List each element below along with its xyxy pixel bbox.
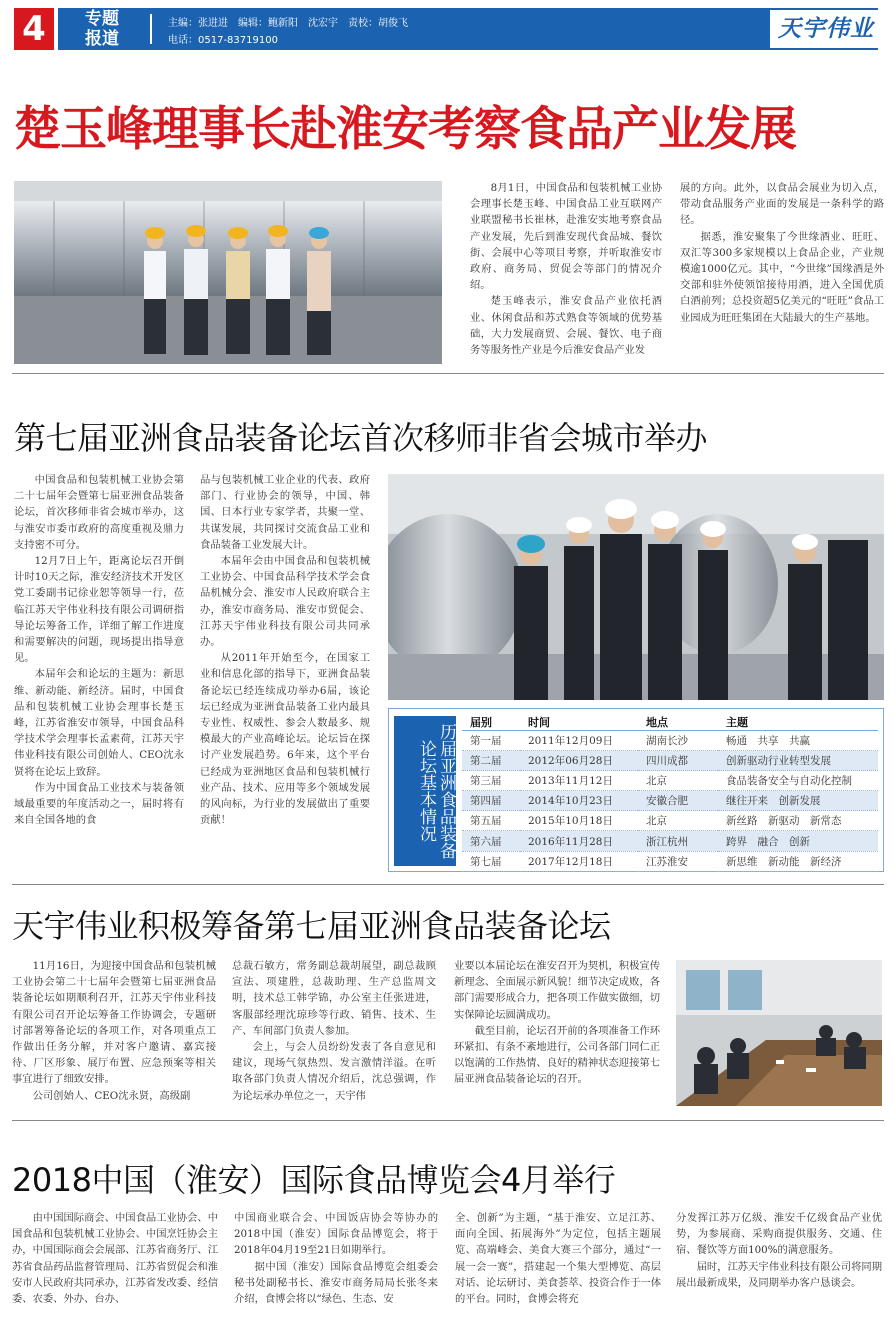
table-cell: 创新驱动行业转型发展 (718, 751, 878, 771)
table-cell: 新丝路 新驱动 新常态 (718, 811, 878, 831)
table-cell: 第四届 (462, 791, 520, 811)
table-cell: 畅通 共享 共赢 (718, 731, 878, 751)
article2-photo (388, 474, 884, 700)
table-cell: 2011年12月09日 (520, 731, 638, 751)
paragraph: 届时，江苏天宇伟业科技有限公司将同期展出最新成果，及同期举办客户恳谈会。 (676, 1260, 882, 1289)
table-cell: 第六届 (462, 831, 520, 851)
table-cell: 继往开来 创新发展 (718, 791, 878, 811)
section-label-line: 报道 (85, 29, 119, 49)
article2-column-1 (14, 472, 184, 872)
section-label (62, 9, 142, 49)
article2-column-2 (200, 472, 370, 872)
article1-column-2 (680, 180, 884, 362)
paragraph: 会上，与会人员纷纷发表了各自意见和建议，现场气氛热烈、发言激情洋溢。在听取各部门负责人情况介绍后，沈总强调，作为论坛承办单位之一，天宇伟 (232, 1041, 436, 1102)
table-cell: 2017年12月18日 (520, 851, 638, 871)
article4-column-2 (234, 1210, 438, 1322)
table-row (462, 751, 878, 771)
table-cell: 江苏淮安 (638, 851, 718, 871)
table-header-row (462, 714, 878, 731)
article3-photo (676, 960, 882, 1106)
table-cell: 2016年11月28日 (520, 831, 638, 851)
table-cell: 食品装备安全与自动化控制 (718, 771, 878, 791)
forum-history-table (462, 714, 878, 872)
paragraph: 本届年会和论坛的主题为：新思维、新动能、新经济。届时，中国食品和包装机械工业协会理事长楚玉峰，江苏省淮安市领导，中国食品科学技术学会理事长孟素荷，江苏天宇伟业科技有限公司创始人、CEO沈永贤将在论坛上致辞。 (14, 668, 184, 778)
brand-logo: 天宇伟业 (770, 10, 882, 48)
section-divider (12, 1120, 884, 1121)
table-cell: 2015年10月18日 (520, 811, 638, 831)
table-cell: 北京 (638, 771, 718, 791)
article4-column-1 (12, 1210, 218, 1322)
article4-headline: 2018中国（淮安）国际食品博览会4月举行 (12, 1161, 616, 1199)
table-cell: 2012年06月28日 (520, 751, 638, 771)
article3-column-3 (454, 958, 660, 1108)
paragraph: 公司创始人、CEO沈永贤，高级副 (32, 1089, 191, 1102)
paragraph: 业要以本届论坛在淮安召开为契机，积极宣传新理念、全面展示新风貌！细节决定成败，各部门需要形成合力，把各项工作做实做细，切实保障论坛圆满成功。 (454, 960, 660, 1021)
article1-column-1 (470, 180, 662, 362)
paragraph: 由中国国际商会、中国食品工业协会、中国食品和包装机械工业协会、中国烹饪协会主办，中国国际商会会展部、江苏省商务厅、江苏省食品药品监督管理局、江苏省贸促会和淮安市人民政府共同承办，江苏省发改委、经信委、农委、外办、台办、 (12, 1212, 218, 1306)
article1-photo (14, 181, 442, 364)
paragraph: 全、创新”为主题，“基于淮安、立足江苏、面向全国、拓展海外”为定位，包括主题展览、高端峰会、美食大赛三个部分，通过“一展一会一赛”，搭建起一个集大型博览、高层对话、论坛研讨、美食荟萃、投资合作于一体的平台。同时，食博会将充 (455, 1212, 661, 1306)
column-header: 时间 (520, 714, 638, 731)
section-divider (12, 373, 884, 374)
paragraph: 中国商业联合会、中国饭店协会等协办的2018中国（淮安）国际食品博览会，将于2018年04月19至21日如期举行。 (234, 1212, 438, 1257)
table-cell: 2013年11月12日 (520, 771, 638, 791)
table-cell: 跨界 融合 创新 (718, 831, 878, 851)
table-row (462, 851, 878, 871)
paragraph: 截至目前，论坛召开前的各项准备工作环环紧扣、有条不紊地进行，公司各部门同仁正以饱满的工作热情、良好的精神状态迎接第七届亚洲食品装备论坛的召开。 (454, 1024, 660, 1086)
table-cell: 北京 (638, 811, 718, 831)
table-cell: 第二届 (462, 751, 520, 771)
table-cell: 湖南长沙 (638, 731, 718, 751)
article3-headline: 天宇伟业积极筹备第七届亚洲食品装备论坛 (12, 907, 611, 945)
table-cell: 第五届 (462, 811, 520, 831)
table-row (462, 791, 878, 811)
column-header: 地点 (638, 714, 718, 731)
table-row (462, 811, 878, 831)
paragraph: 12月7日上午，距离论坛召开倒计时10天之际，淮安经济技术开发区党工委副书记徐业恕等领导一行，莅临江苏天宇伟业科技有限公司调研指导论坛筹备工作，详细了解工作进度和需要解决的问题，现场提出指导意见。 (14, 555, 184, 665)
phone-number: 电话：0517-83719100 (168, 35, 278, 46)
section-label-line: 专题 (85, 9, 119, 29)
table-cell: 第三届 (462, 771, 520, 791)
paragraph: 8月1日，中国食品和包装机械工业协会理事长楚玉峰、中国食品工业互联网产业联盟秘书长崔林，赴淮安实地考察食品产业发展，先后到淮安现代食品城、餐饮街、会展中心等项目考察，并听取淮安市政府、商务局、贸促会等部门的情况介绍。 (470, 182, 662, 292)
table-cell: 新思维 新动能 新经济 (718, 851, 878, 871)
table-row (462, 731, 878, 751)
section-divider (12, 884, 884, 885)
table-cell: 安徽合肥 (638, 791, 718, 811)
paragraph: 中国食品和包装机械工业协会第二十七届年会暨第七届亚洲食品装备论坛，首次移师非省会城市举办，这与淮安市委市政府的高度重视及鼎力支持密不可分。 (14, 474, 184, 551)
article4-column-4 (676, 1210, 882, 1322)
paragraph: 品与包装机械工业企业的代表、政府部门、行业协会的领导，中国、韩国、日本行业专家学者，共聚一堂、共谋发展，共同探讨交流食品工业和食品装备工业发展大计。 (200, 474, 370, 551)
paragraph: 作为中国食品工业技术与装备领域最重要的年度活动之一，届时将有来自全国各地的食 (14, 781, 184, 827)
paragraph: 本届年会由中国食品和包装机械工业协会、中国食品科学技术学会食品机械分会、淮安市人民政府联合主办，淮安市商务局、淮安市贸促会、江苏天宇伟业科技有限公司共同承办。 (200, 555, 370, 649)
column-header: 届别 (462, 714, 520, 731)
table-cell: 浙江杭州 (638, 831, 718, 851)
forum-history-title: 历届亚洲食品装备论坛基本情况 (394, 716, 456, 866)
paragraph: 分发挥江苏万亿级、淮安千亿级食品产业优势，为参展商、采购商提供服务、交通、住宿、餐饮等方面100%的满意服务。 (676, 1212, 882, 1257)
paragraph: 总裁石敏方，常务副总裁胡展望，副总裁顾宣法、项建胜，总裁助理、生产总监周文明，技术总工韩学锦，办公室主任张进进，客服部经理沈琼珍等行政、销售、技术、生产、车间部门负责人参加。 (232, 960, 436, 1037)
page-number: 4 (14, 8, 54, 50)
table-row (462, 771, 878, 791)
article3-column-2 (232, 958, 436, 1108)
table-cell: 四川成都 (638, 751, 718, 771)
paragraph: 从2011年开始至今，在国家工业和信息化部的指导下，亚洲食品装备论坛已经连续成功举办6届，该论坛已经成为亚洲食品装备工业内最具专业性、权威性、参会人数最多、规模最大的产业高峰论坛。论坛旨在探讨产业发展趋势。6年来，这个平台已经成为亚洲地区食品和包装机械行业产品、技术、应用等多个领域发展的风向标，为行业的发展做出了重要贡献！ (200, 652, 370, 827)
table-cell: 2014年10月23日 (520, 791, 638, 811)
column-header: 主题 (718, 714, 878, 731)
article3-column-1 (12, 958, 216, 1108)
paragraph: 11月16日，为迎接中国食品和包装机械工业协会第二十七届年会暨第七届亚洲食品装备论坛如期顺利召开，江苏天宇伟业科技有限公司召开论坛筹备工作协调会，专题研讨部署筹备论坛的各项工作，对各项重点工作做出任务分解，并对客户邀请、嘉宾接待、厂区形象、展厅布置、应急预案等相关事宜进行了细致安排。 (12, 960, 216, 1086)
paragraph: 展的方向。此外，以食品会展业为切入点，带动食品服务产业面的发展是一条科学的路径。 (680, 182, 884, 227)
paragraph: 据悉，淮安聚集了今世缘酒业、旺旺、双汇等300多家规模以上食品企业，产业规模逾1000亿元。其中，“今世缘”国缘酒是外交部和驻外使领馆接待用酒，进入全国优质白酒前列；总投资超5亿美元的“旺旺”食品工业园成为旺旺集团在大陆最大的生产基地。 (680, 230, 884, 324)
article1-headline: 楚玉峰理事长赴淮安考察食品产业发展 (14, 102, 796, 157)
paragraph: 据中国（淮安）国际食品博览会组委会秘书处副秘书长、淮安市商务局局长张冬来介绍，食博会将以“绿色、生态、安 (234, 1260, 438, 1306)
article2-headline: 第七届亚洲食品装备论坛首次移师非省会城市举办 (14, 419, 708, 457)
paragraph: 楚玉峰表示，淮安食品产业依托酒业、休闲食品和苏式熟食等领域的优势基础，大力发展商贸、会展、餐饮、电子商务等服务性产业是今后淮安食品产业发 (470, 295, 662, 357)
header-divider (150, 14, 152, 44)
article4-column-3 (455, 1210, 661, 1322)
staff-credits: 主编：张进进 编辑：鲍新阳 沈宏宇 责校：胡俊飞 (168, 18, 408, 29)
table-cell: 第七届 (462, 851, 520, 871)
table-cell: 第一届 (462, 731, 520, 751)
table-row (462, 831, 878, 851)
